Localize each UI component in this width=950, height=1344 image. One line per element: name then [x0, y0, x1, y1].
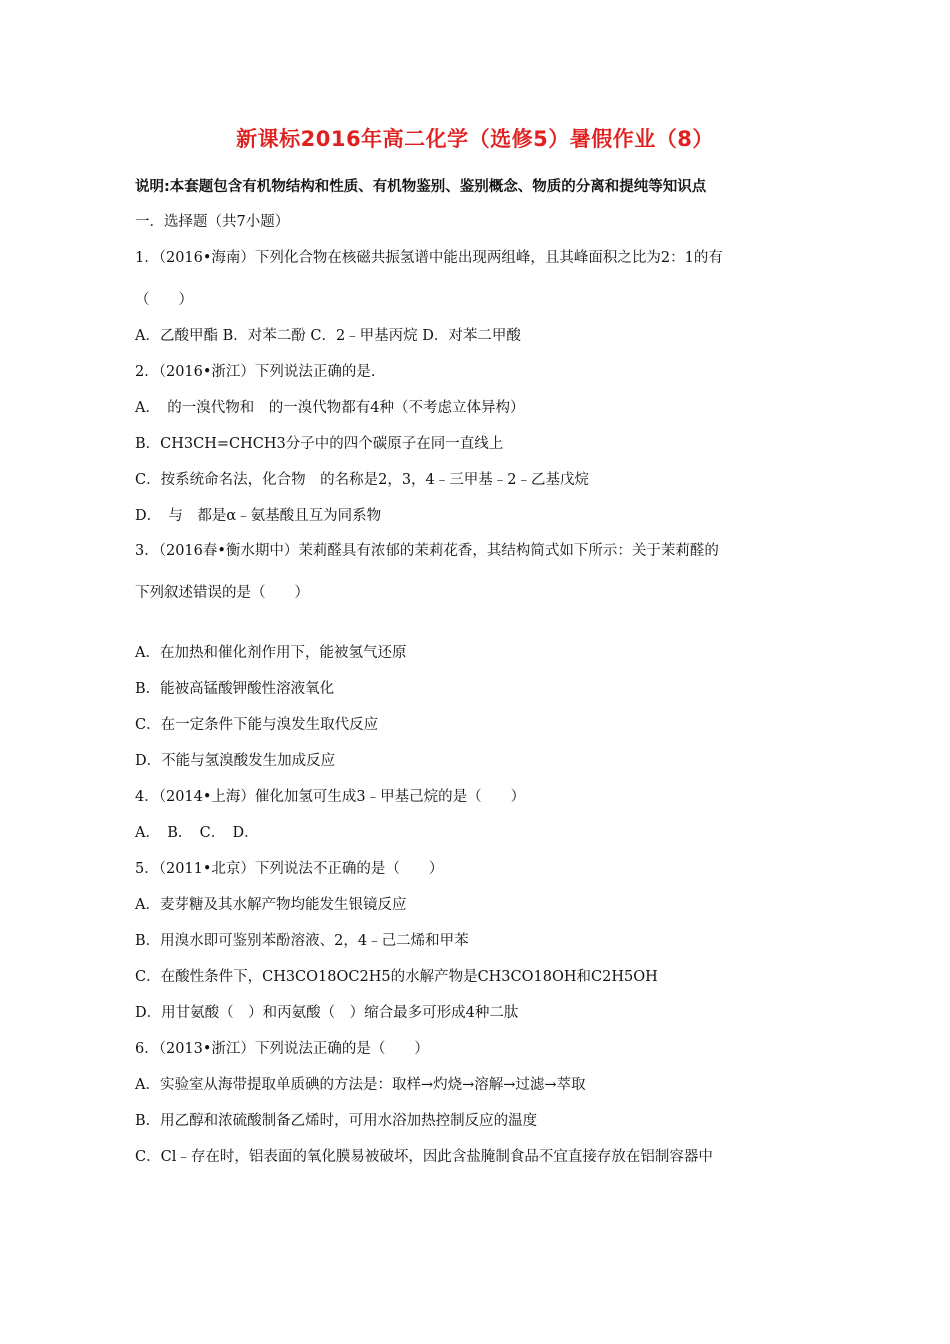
section-heading: 一．选择题（共7小题）	[135, 214, 290, 230]
question-line: D．不能与氢溴酸发生加成反应	[135, 753, 336, 769]
question-line: B．用乙醇和浓硫酸制备乙烯时，可用水浴加热控制反应的温度	[135, 1113, 538, 1129]
question-line: A． 的一溴代物和 的一溴代物都有4种（不考虑立体异构）	[135, 400, 525, 416]
question-line: D．用甘氨酸（ ）和丙氨酸（ ）缩合最多可形成4种二肽	[135, 1005, 519, 1021]
question-line: A．麦芽糖及其水解产物均能发生银镜反应	[135, 897, 407, 913]
question-line: A．乙酸甲酯 B．对苯二酚 C．2﹣甲基丙烷 D．对苯二甲酸	[135, 328, 521, 344]
question-line: 6．（2013•浙江）下列说法正确的是（ ）	[135, 1041, 429, 1057]
question-line: B．用溴水即可鉴别苯酚溶液、2，4﹣己二烯和甲苯	[135, 933, 469, 949]
question-line: B．CH3CH=CHCH3分子中的四个碳原子在同一直线上	[135, 436, 504, 452]
question-line: 4．（2014•上海）催化加氢可生成3﹣甲基己烷的是（ ）	[135, 789, 526, 805]
document-title: 新课标2016年高二化学（选修5）暑假作业（8）	[236, 127, 714, 151]
question-line: （ ）	[135, 292, 193, 308]
document-note: 说明:本套题包含有机物结构和性质、有机物鉴别、鉴别概念、物质的分离和提纯等知识点	[135, 179, 707, 195]
question-line: 下列叙述错误的是（ ）	[135, 585, 309, 601]
question-line: B．能被高锰酸钾酸性溶液氧化	[135, 681, 335, 697]
question-line: 5．（2011•北京）下列说法不正确的是（ ）	[135, 861, 444, 877]
question-line: C．在酸性条件下，CH3CO18OC2H5的水解产物是CH3CO18OH和C2H5OH	[135, 969, 658, 985]
question-line: A． B． C． D．	[135, 825, 259, 841]
question-line: A．在加热和催化剂作用下，能被氢气还原	[135, 645, 407, 661]
question-line: D． 与 都是α﹣氨基酸且互为同系物	[135, 508, 382, 524]
question-line: A．实验室从海带提取单质碘的方法是：取样→灼烧→溶解→过滤→萃取	[135, 1077, 586, 1093]
question-line: 3．（2016春•衡水期中）茉莉醛具有浓郁的茉莉花香，其结构简式如下所示：关于茉莉醛的	[135, 543, 719, 559]
question-line: C．在一定条件下能与溴发生取代反应	[135, 717, 379, 733]
question-line: 1．（2016•海南）下列化合物在核磁共振氢谱中能出现两组峰，且其峰面积之比为2：1的有	[135, 250, 723, 266]
question-line: 2．（2016•浙江）下列说法正确的是.	[135, 364, 376, 380]
question-line: C．按系统命名法，化合物 的名称是2，3，4﹣三甲基﹣2﹣乙基戊烷	[135, 472, 589, 488]
question-line: C．Cl﹣存在时，铝表面的氧化膜易被破坏，因此含盐腌制食品不宜直接存放在铝制容器中	[135, 1149, 713, 1165]
